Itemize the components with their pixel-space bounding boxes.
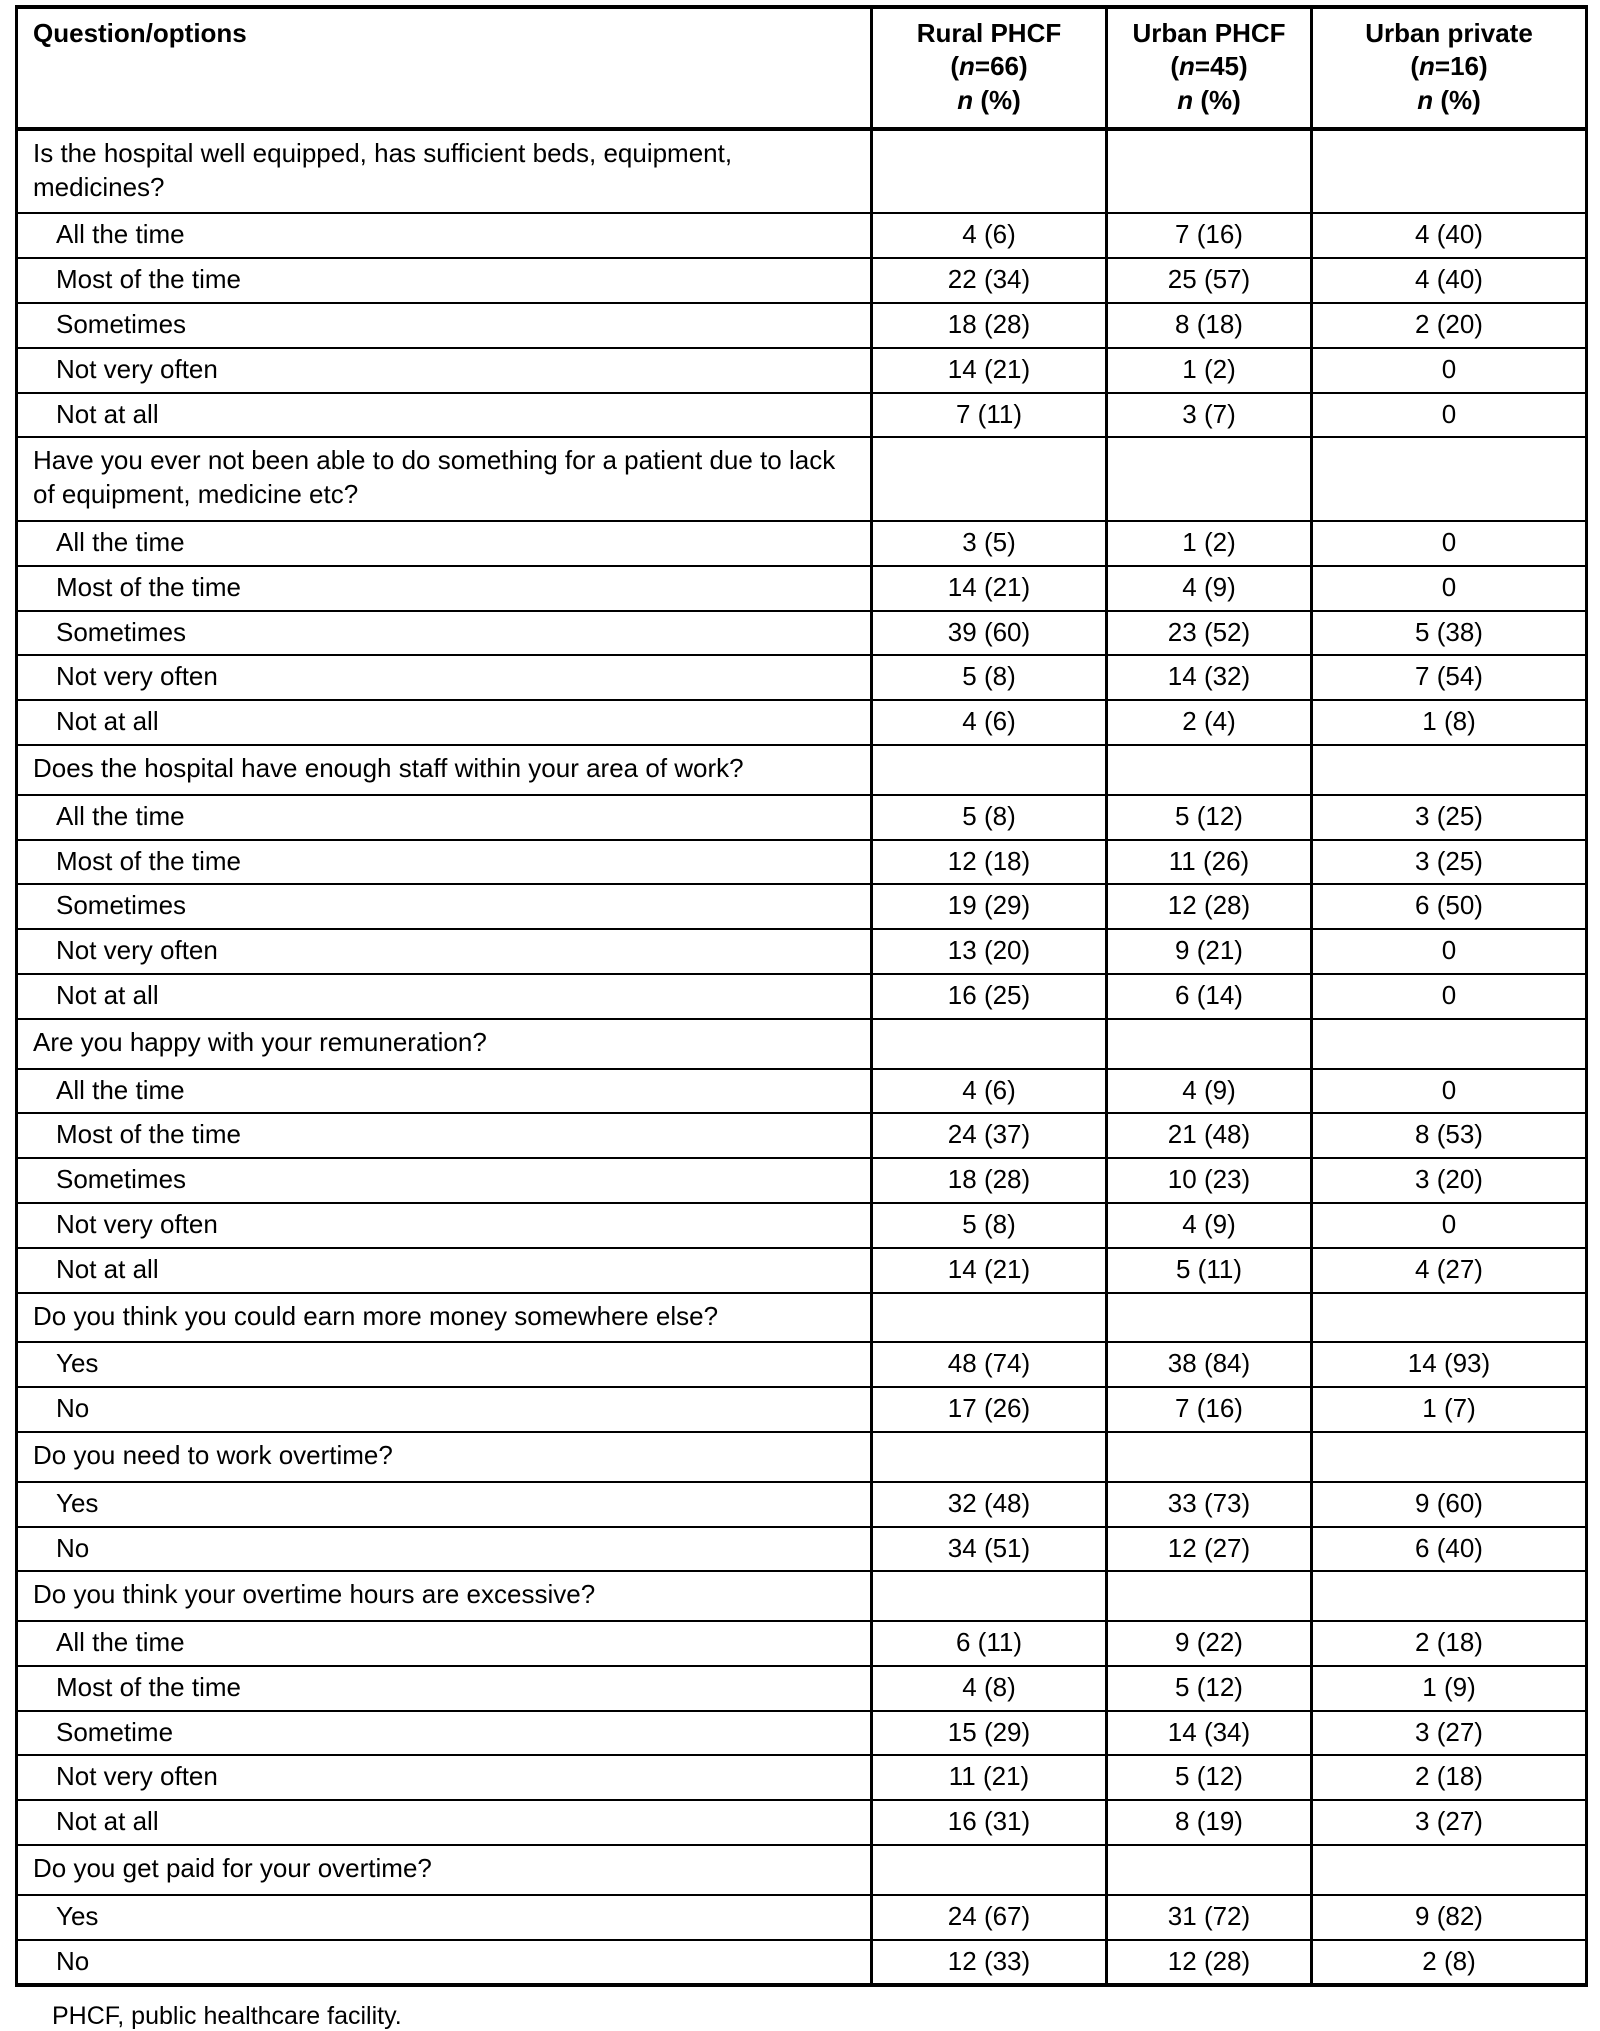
value-cell: 6 (50) (1312, 884, 1587, 929)
value-cell: 5 (11) (1107, 1248, 1312, 1293)
value-cell: 3 (27) (1312, 1800, 1587, 1845)
value-cell: 4 (6) (872, 1069, 1107, 1114)
value-cell (1107, 1019, 1312, 1069)
value-cell: 8 (19) (1107, 1800, 1312, 1845)
table-row (17, 1248, 1587, 1293)
value-cell: 33 (73) (1107, 1482, 1312, 1527)
value-cell: 3 (7) (1107, 393, 1312, 438)
table-row (17, 393, 1587, 438)
column-header-question-label: Question/options (33, 18, 247, 48)
option-label: Most of the time (17, 840, 872, 885)
table-row (17, 1203, 1587, 1248)
value-cell: 10 (23) (1107, 1158, 1312, 1203)
question-label: Do you need to work overtime? (17, 1432, 872, 1482)
option-label: Sometimes (17, 1158, 872, 1203)
value-cell (872, 1293, 1107, 1343)
value-cell: 6 (40) (1312, 1527, 1587, 1572)
value-cell: 12 (28) (1107, 1940, 1312, 1986)
value-cell: 7 (16) (1107, 1387, 1312, 1432)
option-label: Not at all (17, 393, 872, 438)
column-header-urban-phcf-pct: n (%) (1177, 84, 1241, 115)
column-header-urban-phcf (1107, 7, 1312, 129)
value-cell: 4 (8) (872, 1666, 1107, 1711)
option-label: All the time (17, 1621, 872, 1666)
value-cell (1312, 1293, 1587, 1343)
value-cell: 8 (18) (1107, 303, 1312, 348)
option-label: Sometimes (17, 611, 872, 656)
table-row (17, 1158, 1587, 1203)
column-header-urban-private-n: (n=16) (1410, 51, 1488, 82)
value-cell: 4 (9) (1107, 1069, 1312, 1114)
table-row (17, 1621, 1587, 1666)
question-label: Do you think your overtime hours are excessive? (17, 1571, 872, 1621)
option-label: Not at all (17, 974, 872, 1019)
value-cell: 4 (40) (1312, 258, 1587, 303)
question-label: Are you happy with your remuneration? (17, 1019, 872, 1069)
table-row (17, 437, 1587, 521)
column-header-urban-phcf-label: Urban PHCF (1132, 18, 1286, 48)
value-cell (872, 1432, 1107, 1482)
value-cell (872, 129, 1107, 214)
option-label: Most of the time (17, 258, 872, 303)
table-row (17, 258, 1587, 303)
value-cell: 17 (26) (872, 1387, 1107, 1432)
table-body (17, 129, 1587, 1986)
table-row (17, 1069, 1587, 1114)
question-label: Have you ever not been able to do something for a patient due to lack of equipment, medicine etc? (17, 437, 872, 521)
column-header-rural-phcf (872, 7, 1107, 129)
value-cell: 18 (28) (872, 303, 1107, 348)
table-row (17, 1113, 1587, 1158)
value-cell: 5 (8) (872, 655, 1107, 700)
value-cell: 3 (27) (1312, 1711, 1587, 1756)
survey-results-table (15, 5, 1588, 1987)
column-header-rural-phcf-pct: n (%) (957, 84, 1021, 115)
value-cell: 4 (9) (1107, 566, 1312, 611)
value-cell: 6 (14) (1107, 974, 1312, 1019)
value-cell: 4 (6) (872, 700, 1107, 745)
question-label: Do you think you could earn more money somewhere else? (17, 1293, 872, 1343)
value-cell: 24 (67) (872, 1895, 1107, 1940)
value-cell (872, 1845, 1107, 1895)
table-row (17, 129, 1587, 214)
value-cell: 18 (28) (872, 1158, 1107, 1203)
value-cell: 15 (29) (872, 1711, 1107, 1756)
question-label: Does the hospital have enough staff within your area of work? (17, 745, 872, 795)
value-cell: 5 (38) (1312, 611, 1587, 656)
value-cell: 0 (1312, 1203, 1587, 1248)
option-label: Sometimes (17, 303, 872, 348)
value-cell: 25 (57) (1107, 258, 1312, 303)
table-row (17, 611, 1587, 656)
column-header-urban-private (1312, 7, 1587, 129)
value-cell: 9 (21) (1107, 929, 1312, 974)
value-cell: 3 (20) (1312, 1158, 1587, 1203)
value-cell: 14 (21) (872, 566, 1107, 611)
value-cell: 0 (1312, 974, 1587, 1019)
table-row (17, 1666, 1587, 1711)
table-row (17, 840, 1587, 885)
option-label: Most of the time (17, 566, 872, 611)
value-cell: 2 (8) (1312, 1940, 1587, 1986)
option-label: Not very often (17, 348, 872, 393)
value-cell: 14 (32) (1107, 655, 1312, 700)
table-row (17, 348, 1587, 393)
value-cell: 31 (72) (1107, 1895, 1312, 1940)
value-cell: 48 (74) (872, 1342, 1107, 1387)
value-cell: 2 (18) (1312, 1621, 1587, 1666)
value-cell: 21 (48) (1107, 1113, 1312, 1158)
table-row (17, 1755, 1587, 1800)
option-label: Not very often (17, 929, 872, 974)
value-cell: 2 (4) (1107, 700, 1312, 745)
column-header-urban-phcf-n: (n=45) (1170, 51, 1248, 82)
table-row (17, 655, 1587, 700)
column-header-rural-phcf-n: (n=66) (950, 51, 1028, 82)
value-cell: 1 (8) (1312, 700, 1587, 745)
value-cell: 3 (5) (872, 521, 1107, 566)
value-cell: 22 (34) (872, 258, 1107, 303)
table-row (17, 1293, 1587, 1343)
value-cell (1107, 1571, 1312, 1621)
value-cell: 8 (53) (1312, 1113, 1587, 1158)
option-label: No (17, 1940, 872, 1986)
value-cell: 5 (8) (872, 1203, 1107, 1248)
option-label: Not at all (17, 1248, 872, 1293)
value-cell: 2 (20) (1312, 303, 1587, 348)
table-row (17, 1387, 1587, 1432)
table-header (17, 7, 1587, 129)
table-row (17, 974, 1587, 1019)
value-cell: 0 (1312, 393, 1587, 438)
table-row (17, 1800, 1587, 1845)
option-label: Yes (17, 1482, 872, 1527)
value-cell: 11 (21) (872, 1755, 1107, 1800)
value-cell: 4 (9) (1107, 1203, 1312, 1248)
value-cell: 34 (51) (872, 1527, 1107, 1572)
table-row (17, 1571, 1587, 1621)
option-label: Most of the time (17, 1666, 872, 1711)
value-cell (872, 745, 1107, 795)
value-cell (1312, 437, 1587, 521)
table-row (17, 929, 1587, 974)
value-cell (1107, 1432, 1312, 1482)
table-row (17, 884, 1587, 929)
value-cell: 5 (12) (1107, 795, 1312, 840)
option-label: Not at all (17, 1800, 872, 1845)
value-cell: 1 (9) (1312, 1666, 1587, 1711)
header-row (17, 7, 1587, 129)
value-cell: 7 (16) (1107, 213, 1312, 258)
value-cell: 32 (48) (872, 1482, 1107, 1527)
value-cell: 7 (54) (1312, 655, 1587, 700)
value-cell (872, 1571, 1107, 1621)
option-label: Sometimes (17, 884, 872, 929)
table-row (17, 566, 1587, 611)
value-cell (872, 1019, 1107, 1069)
value-cell (1312, 1571, 1587, 1621)
option-label: All the time (17, 213, 872, 258)
table-row (17, 1895, 1587, 1940)
table-footnote: PHCF, public healthcare facility. (52, 2002, 402, 2031)
value-cell (1107, 129, 1312, 214)
table-row (17, 1019, 1587, 1069)
table-row (17, 1527, 1587, 1572)
value-cell: 4 (6) (872, 213, 1107, 258)
option-label: Not very often (17, 655, 872, 700)
option-label: No (17, 1387, 872, 1432)
value-cell: 3 (25) (1312, 795, 1587, 840)
value-cell: 0 (1312, 348, 1587, 393)
option-label: Not very often (17, 1203, 872, 1248)
table-row (17, 1432, 1587, 1482)
value-cell (1312, 1432, 1587, 1482)
table-row (17, 303, 1587, 348)
table-row (17, 1482, 1587, 1527)
value-cell: 2 (18) (1312, 1755, 1587, 1800)
value-cell: 19 (29) (872, 884, 1107, 929)
question-label: Is the hospital well equipped, has sufficient beds, equipment, medicines? (33, 137, 733, 202)
value-cell: 9 (22) (1107, 1621, 1312, 1666)
value-cell: 0 (1312, 1069, 1587, 1114)
option-label: Sometime (17, 1711, 872, 1756)
value-cell: 16 (31) (872, 1800, 1107, 1845)
value-cell (872, 437, 1107, 521)
value-cell (1312, 1019, 1587, 1069)
value-cell: 38 (84) (1107, 1342, 1312, 1387)
value-cell: 1 (2) (1107, 521, 1312, 566)
column-header-rural-phcf-label: Rural PHCF (916, 18, 1062, 48)
table-row (17, 213, 1587, 258)
table-row (17, 745, 1587, 795)
value-cell: 39 (60) (872, 611, 1107, 656)
option-label: All the time (17, 521, 872, 566)
column-header-urban-private-pct: n (%) (1417, 84, 1481, 115)
value-cell: 1 (7) (1312, 1387, 1587, 1432)
value-cell: 0 (1312, 929, 1587, 974)
value-cell: 9 (60) (1312, 1482, 1587, 1527)
value-cell: 14 (34) (1107, 1711, 1312, 1756)
value-cell (1312, 745, 1587, 795)
table-row (17, 521, 1587, 566)
value-cell: 5 (12) (1107, 1755, 1312, 1800)
value-cell: 4 (27) (1312, 1248, 1587, 1293)
table-row (17, 795, 1587, 840)
value-cell: 3 (25) (1312, 840, 1587, 885)
value-cell: 1 (2) (1107, 348, 1312, 393)
question-label: Do you get paid for your overtime? (17, 1845, 872, 1895)
value-cell: 11 (26) (1107, 840, 1312, 885)
value-cell: 0 (1312, 521, 1587, 566)
value-cell: 14 (21) (872, 1248, 1107, 1293)
option-label: Not very often (17, 1755, 872, 1800)
value-cell: 12 (27) (1107, 1527, 1312, 1572)
option-label: Not at all (17, 700, 872, 745)
value-cell: 4 (40) (1312, 213, 1587, 258)
value-cell (1312, 129, 1587, 214)
table-row (17, 1940, 1587, 1986)
option-label: All the time (17, 795, 872, 840)
option-label: No (17, 1527, 872, 1572)
value-cell: 12 (28) (1107, 884, 1312, 929)
value-cell: 12 (18) (872, 840, 1107, 885)
value-cell (1107, 1845, 1312, 1895)
value-cell: 13 (20) (872, 929, 1107, 974)
value-cell (1107, 437, 1312, 521)
option-label: Yes (17, 1895, 872, 1940)
value-cell: 23 (52) (1107, 611, 1312, 656)
table-row (17, 1711, 1587, 1756)
value-cell: 24 (37) (872, 1113, 1107, 1158)
option-label: Yes (17, 1342, 872, 1387)
table-row (17, 1845, 1587, 1895)
value-cell: 9 (82) (1312, 1895, 1587, 1940)
value-cell: 14 (21) (872, 348, 1107, 393)
value-cell: 16 (25) (872, 974, 1107, 1019)
value-cell: 0 (1312, 566, 1587, 611)
value-cell (1107, 1293, 1312, 1343)
value-cell (1107, 745, 1312, 795)
value-cell: 12 (33) (872, 1940, 1107, 1986)
value-cell: 14 (93) (1312, 1342, 1587, 1387)
table-row (17, 1342, 1587, 1387)
value-cell: 6 (11) (872, 1621, 1107, 1666)
option-label: All the time (17, 1069, 872, 1114)
option-label: Most of the time (17, 1113, 872, 1158)
value-cell (1312, 1845, 1587, 1895)
column-header-question (17, 7, 872, 129)
table-row (17, 700, 1587, 745)
column-header-urban-private-label: Urban private (1365, 18, 1533, 48)
value-cell: 5 (12) (1107, 1666, 1312, 1711)
value-cell: 7 (11) (872, 393, 1107, 438)
value-cell: 5 (8) (872, 795, 1107, 840)
